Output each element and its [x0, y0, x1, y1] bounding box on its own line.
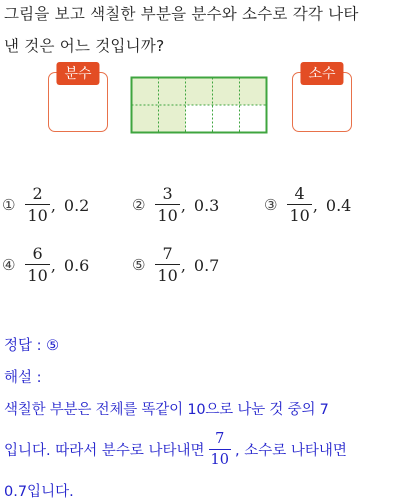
- explanation-line-2: [4, 432, 347, 467]
- explanation-fraction-numerator: 7: [215, 431, 225, 447]
- choice-4-number: ④: [2, 256, 16, 274]
- fraction-answer-box: [48, 66, 108, 132]
- grid-cell-shaded: [240, 78, 267, 106]
- grid-cell-shaded: [159, 78, 186, 106]
- choice-3-number: ③: [264, 196, 278, 214]
- shaded-grid-figure: [130, 76, 268, 134]
- fraction-label: 분수: [56, 62, 99, 85]
- choice-1-numerator: 2: [32, 184, 43, 203]
- question-line-1: 그림을 보고 색칠한 부분을 분수와 소수로 각각 나타: [4, 5, 359, 23]
- explanation-fraction: [209, 432, 231, 467]
- choice-3-denominator: 10: [289, 206, 310, 225]
- explanation-line-2-end: , 소수로 나타내면: [234, 443, 347, 459]
- choice-3-comma: ,: [312, 195, 318, 215]
- choice-1-fraction: [25, 186, 49, 224]
- grid-cell-empty: [186, 105, 213, 133]
- choice-5-fraction: [155, 246, 179, 284]
- choice-2-numerator: 3: [162, 184, 173, 203]
- explanation-line-2-start: 입니다. 따라서 분수로 나타내면: [4, 443, 205, 459]
- choice-2-decimal: 0.3: [193, 195, 220, 215]
- choice-4-numerator: 6: [32, 244, 43, 263]
- choice-5[interactable]: [132, 246, 219, 284]
- choice-1-denominator: 10: [27, 206, 48, 225]
- grid-cell-empty: [240, 105, 267, 133]
- choice-3-decimal: 0.4: [325, 195, 352, 215]
- choice-4[interactable]: [2, 246, 89, 284]
- choice-5-decimal: 0.7: [193, 255, 220, 275]
- choice-1[interactable]: [2, 186, 89, 224]
- choice-5-numerator: 7: [162, 244, 173, 263]
- choice-5-number: ⑤: [132, 256, 146, 274]
- answer-line: 정답 : ⑤: [4, 338, 60, 354]
- grid-cell-shaded: [159, 105, 186, 133]
- choice-4-comma: ,: [50, 255, 56, 275]
- choice-3-numerator: 4: [294, 184, 305, 203]
- choice-2-denominator: 10: [157, 206, 178, 225]
- choice-2[interactable]: [132, 186, 219, 224]
- choice-2-fraction: [155, 186, 179, 224]
- grid-cell-shaded: [213, 78, 240, 106]
- choice-3[interactable]: [264, 186, 351, 224]
- question-line-2: 낸 것은 어느 것입니까?: [4, 37, 165, 55]
- decimal-label: 소수: [300, 62, 343, 85]
- choice-1-decimal: 0.2: [63, 195, 90, 215]
- choice-4-fraction: [25, 246, 49, 284]
- choice-1-number: ①: [2, 196, 16, 214]
- explanation-line-3: 0.7입니다.: [4, 484, 74, 500]
- choice-5-comma: ,: [180, 255, 186, 275]
- choice-4-decimal: 0.6: [63, 255, 90, 275]
- explanation-fraction-denominator: 10: [209, 449, 231, 468]
- decimal-answer-box: [292, 66, 352, 132]
- explanation-title: 해설 :: [4, 370, 42, 386]
- choice-2-comma: ,: [180, 195, 186, 215]
- choice-5-denominator: 10: [157, 266, 178, 285]
- explanation-line-1: 색칠한 부분은 전체를 똑같이 10으로 나눈 것 중의 7: [4, 402, 329, 418]
- choice-2-number: ②: [132, 196, 146, 214]
- grid-cell-shaded: [132, 105, 159, 133]
- grid-cell-empty: [213, 105, 240, 133]
- grid-cell-shaded: [132, 78, 159, 106]
- choice-1-comma: ,: [50, 195, 56, 215]
- grid-cell-shaded: [186, 78, 213, 106]
- choice-3-fraction: [287, 186, 311, 224]
- choice-4-denominator: 10: [27, 266, 48, 285]
